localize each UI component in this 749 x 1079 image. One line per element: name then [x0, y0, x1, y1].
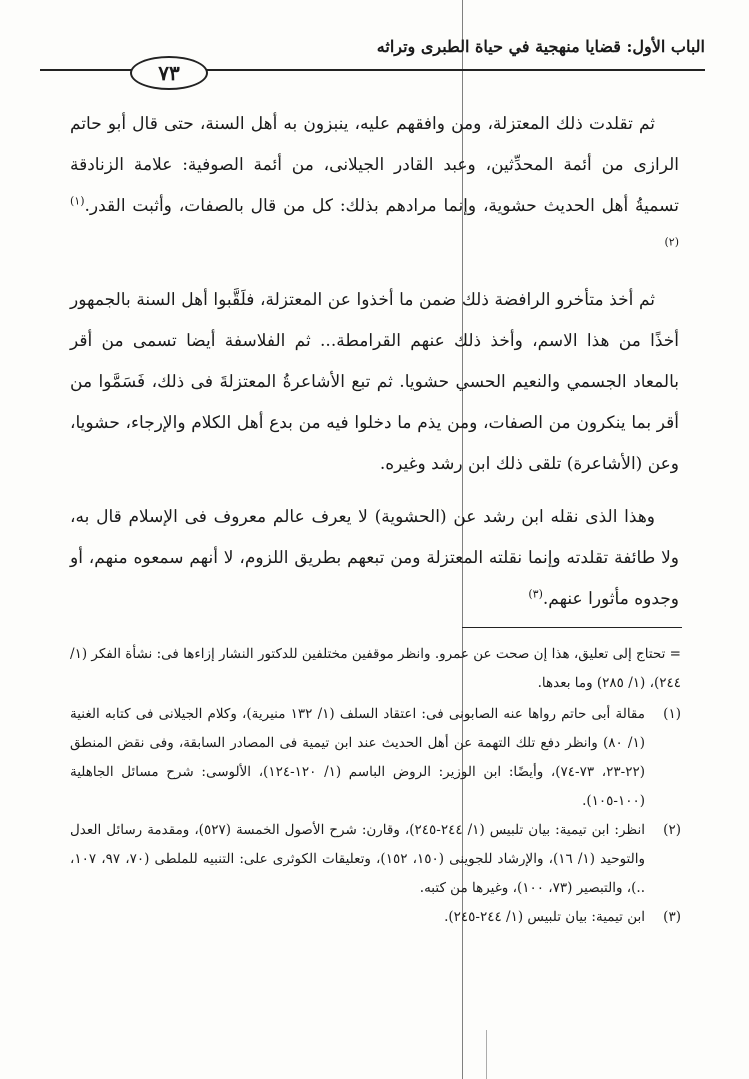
page-number: ٧٣ [130, 56, 208, 90]
footnotes [70, 640, 681, 932]
footnote-text: مقالة أبى حاتم رواها عنه الصابونى فى: اعتقاد السلف (١/ ١٣٢ منيرية)، وكلام الجيلانى فى كتابه الغنية (١/ ٨٠) وانظر دفع تلك التهمة عن أهل الحديث عند ابن تيمية فى المصادر السابقة، وفى نقض المنطق (٢٢-٢٣، ٧٣-٧٤)، وأيضًا: ابن الوزير: الروض الباسم (١/ ١٢٠-١٢٤)، الألوسى: شرح مسائل الجاهلية (١٠٠-١٠٥). [70, 706, 646, 809]
footnote-text: ابن تيمية: بيان تلبيس (١/ ٢٤٤-٢٤٥). [444, 909, 645, 925]
footnote-mark: (٣) [528, 587, 543, 601]
paragraph-1 [70, 104, 679, 268]
footnote-separator [462, 627, 682, 628]
footnote-number: (٣) [663, 909, 681, 925]
footnote-mark: (٢) [664, 235, 679, 249]
running-header: الباب الأول: قضايا منهجية في حياة الطبرى وتراثه [376, 37, 705, 56]
scan-gutter-line [486, 1030, 487, 1079]
footnote-number: (١) [663, 706, 681, 722]
footnote-text: انظر: ابن تيمية: بيان تلبيس (١/ ٢٤٤-٢٤٥)، وقارن: شرح الأصول الخمسة (٥٢٧)، ومقدمة رسائل العدل والتوحيد (١/ ١٦)، والإرشاد للجوينى (١٥٠، ١٥٢)، وتعليقات الكوثرى على: التنبيه للملطى (٧٠، ٩٧، ١٠٧، ..)، والتبصير (٧٣، ١٠٠)، وغيرها من كتبه. [70, 822, 646, 896]
footnote-item [70, 903, 681, 932]
paragraph-3 [70, 497, 679, 620]
paragraph-text: وهذا الذى نقله ابن رشد عن (الحشوية) لا يعرف عالم معروف فى الإسلام قال به، ولا طائفة تقلدته وإنما نقلته المعتزلة ومن تبعهم بطريق اللزوم، لا أنهم سمعوه منهم، أو وجدوه مأثورا عنهم. [70, 507, 679, 609]
footnote-mark: (١) [70, 194, 85, 208]
paragraph-text: ثم أخذ متأخرو الرافضة ذلك ضمن ما أخذوا عن المعتزلة، فلَقَّبوا أهل السنة بالجمهور أخذًا من هذا الاسم، وأخذ ذلك عنهم القرامطة... ثم الفلاسفة أيضا تسمى من أقر بالمعاد الجسمي والنعيم الحسي حشويا. ثم تبع الأشاعرةُ المعتزلةَ فى ذلك، فَسَمَّوا من أقر بما ينكرون من الصفات، ومن يذم ما دخلوا فيه من بدع أهل الكلام والإرجاء، حشويا، وعن (الأشاعرة) تلقى ذلك ابن رشد وغيره. [70, 290, 679, 474]
footnote-continuation: = تحتاج إلى تعليق، هذا إن صحت عن عمرو. وانظر موقفين مختلفين للدكتور النشار إزاءها فى: نشأة الفكر (١/ ٢٤٤)، (١/ ٢٨٥) وما بعدها. [70, 646, 681, 691]
footnote-number: (٢) [663, 822, 681, 838]
footnote-item [70, 816, 681, 903]
paragraph-2 [70, 280, 679, 485]
main-text [70, 104, 679, 632]
paragraph-text: ثم تقلدت ذلك المعتزلة، ومن وافقهم عليه، ينبزون به أهل السنة، حتى قال أبو حاتم الرازى من أئمة المحدِّثين، وعبد القادر الجيلانى، من أئمة الصوفية: علامة الزنادقة تسميةُ أهل الحديث حشوية، وإنما مرادهم بذلك: كل من قال بالصفات، وأثبت القدر. [70, 114, 679, 216]
footnote-item [70, 700, 681, 816]
